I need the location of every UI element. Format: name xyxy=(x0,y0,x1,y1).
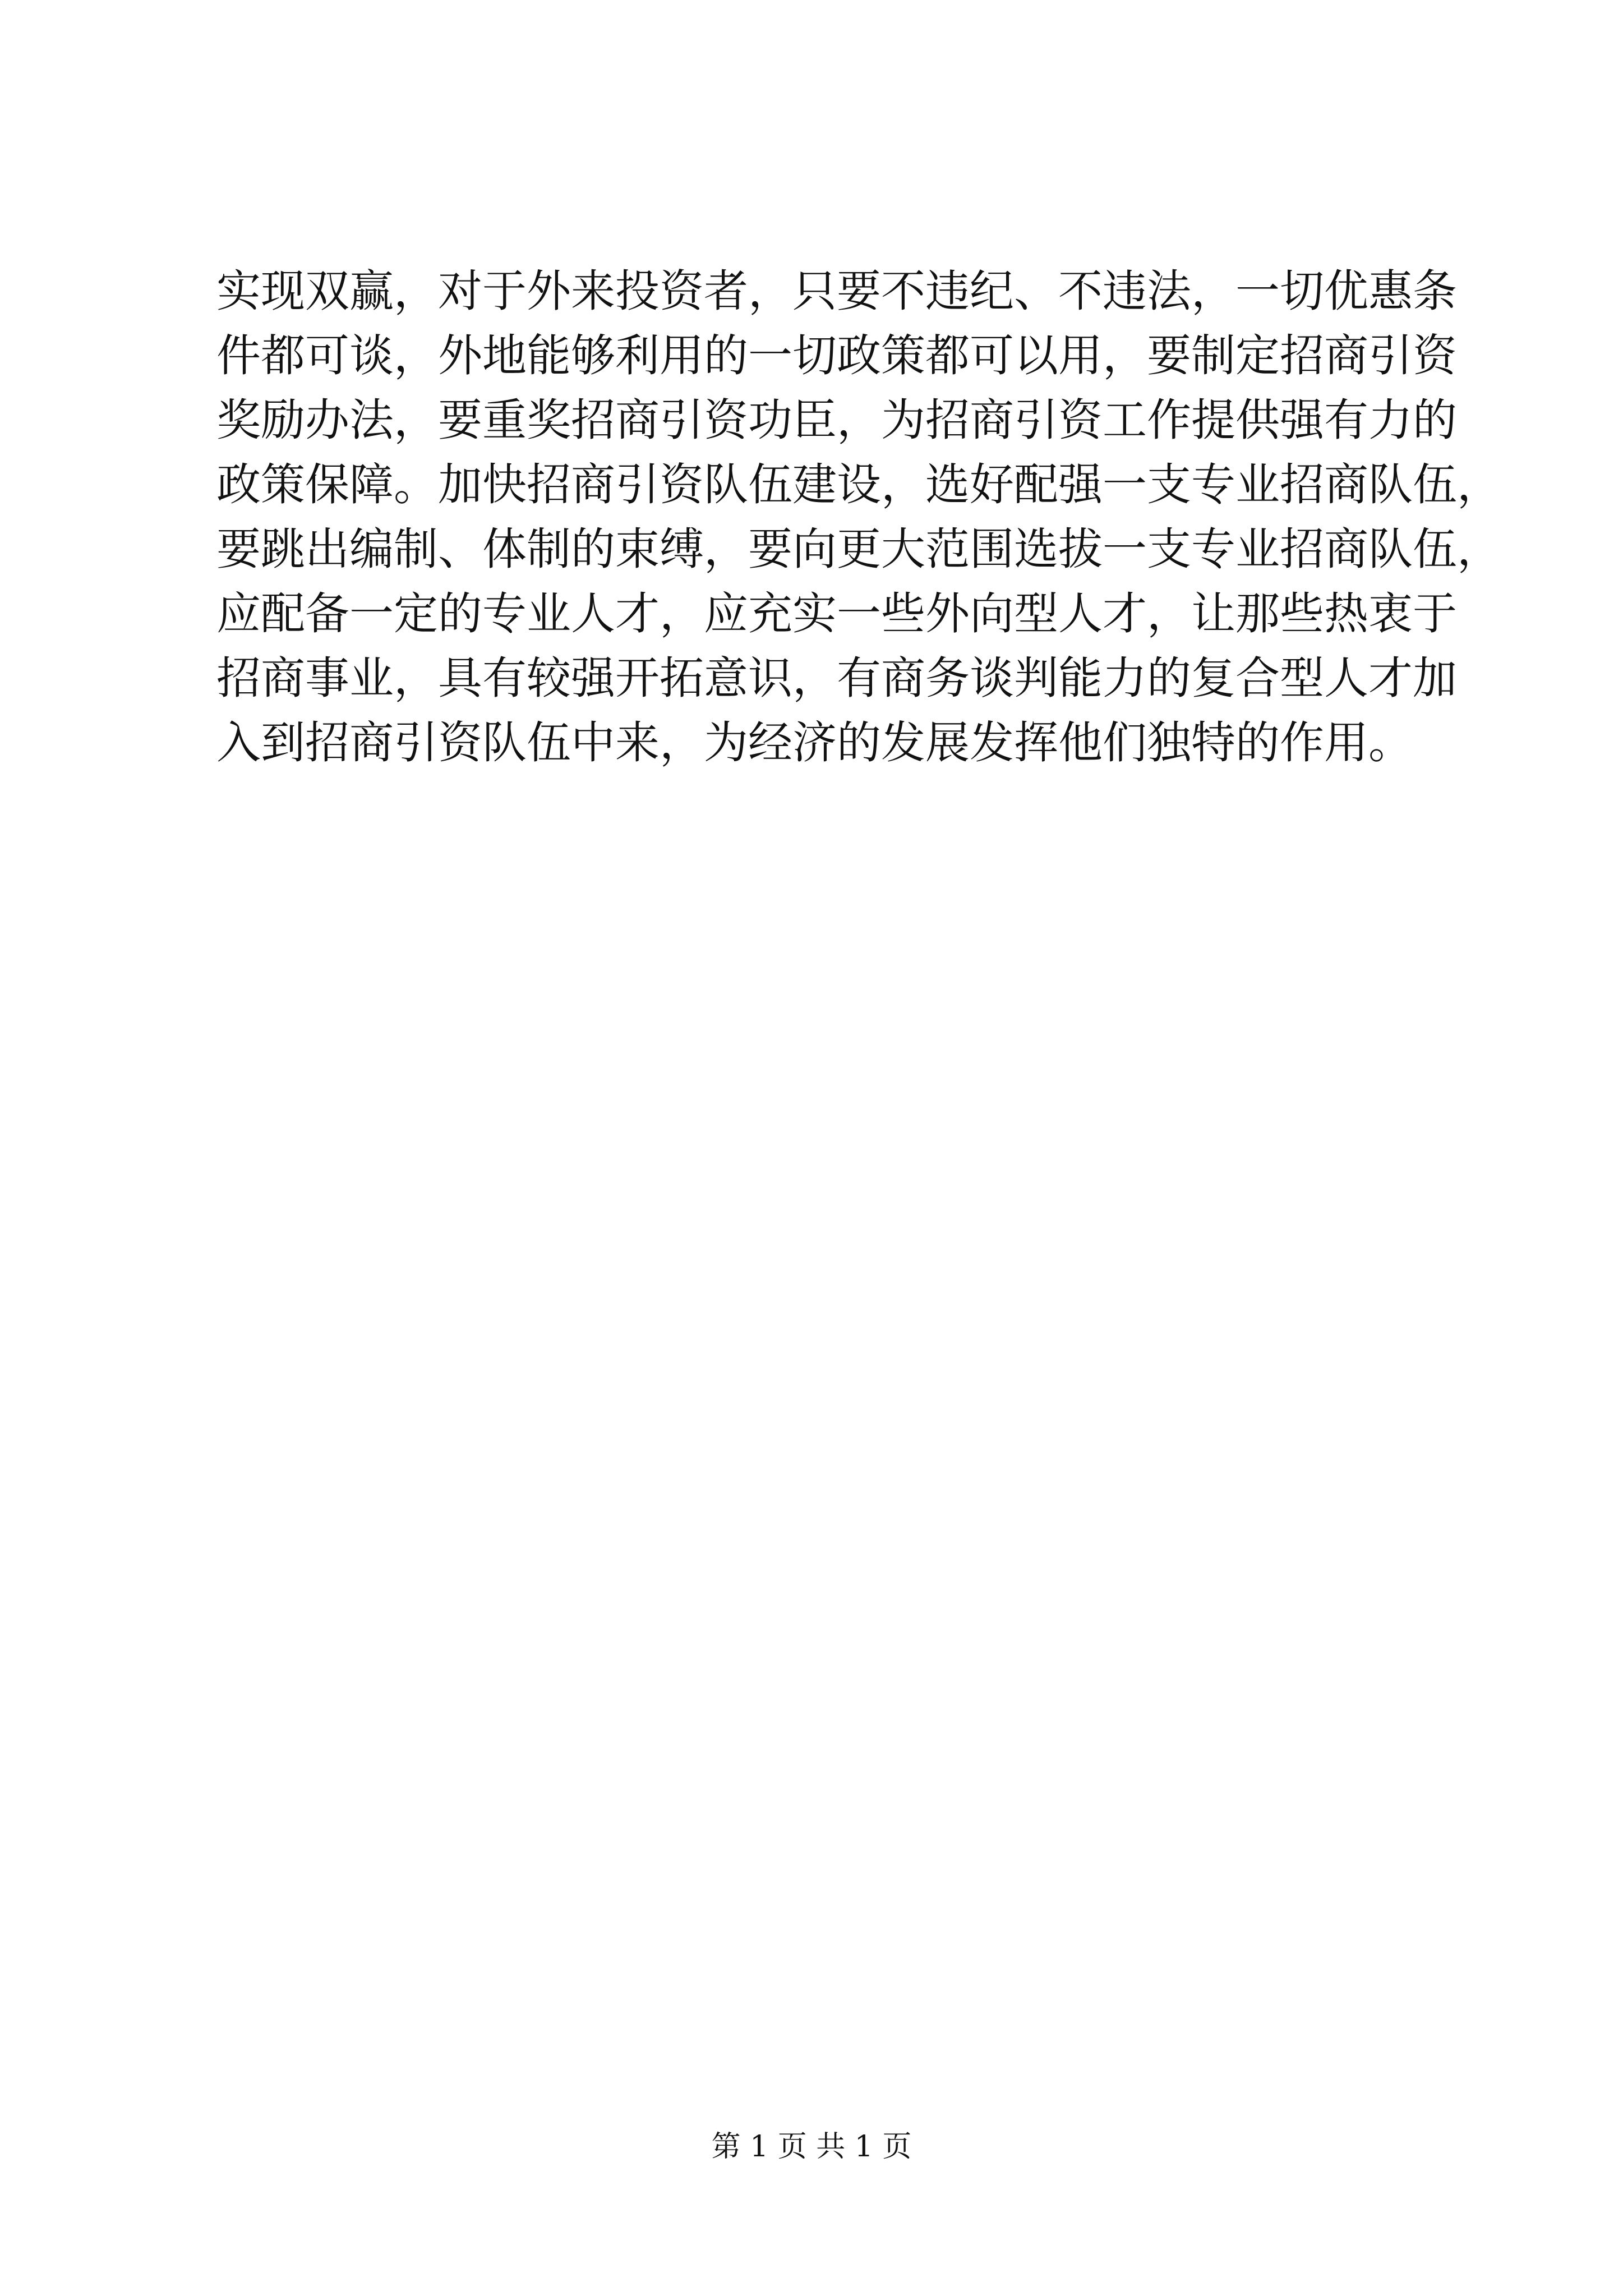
text-line-8: 入到招商引资队伍中来，为经济的发展发挥他们独特的作用。 xyxy=(216,717,1413,769)
text-line-6: 应配备一定的专业人才，应充实一些外向型人才，让那些热衷于 xyxy=(216,588,1457,639)
text-line-3: 奖励办法，要重奖招商引资功臣，为招商引资工作提供强有力的 xyxy=(216,394,1457,446)
text-line-1: 实现双赢，对于外来投资者，只要不违纪、不违法，一切优惠条 xyxy=(216,265,1457,317)
body-paragraph xyxy=(216,259,1501,775)
text-line-2: 件都可谈，外地能够利用的一切政策都可以用，要制定招商引资 xyxy=(216,330,1457,381)
text-line-4: 政策保障。加快招商引资队伍建设，选好配强一支专业招商队伍， xyxy=(216,459,1501,510)
text-line-5: 要跳出编制、体制的束缚，要向更大范围选拔一支专业招商队伍， xyxy=(216,523,1501,575)
text-line-7: 招商事业，具有较强开拓意识，有商务谈判能力的复合型人才加 xyxy=(216,652,1457,704)
page-number-footer: 第 1 页 共 1 页 xyxy=(711,2130,912,2164)
